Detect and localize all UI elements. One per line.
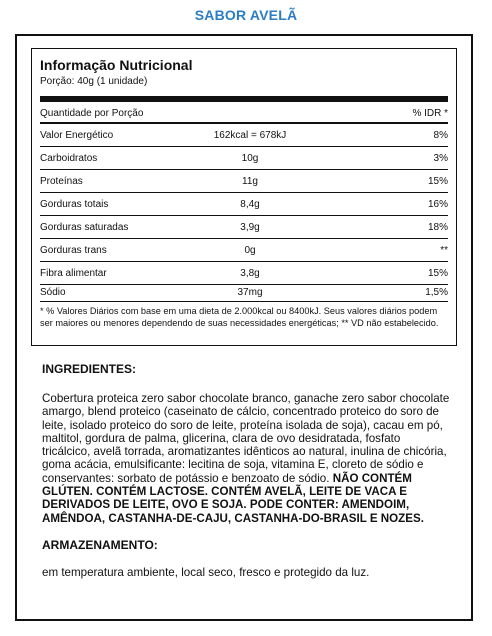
nutrient-quantity: 0g — [244, 245, 256, 256]
nutrition-facts-table — [31, 48, 457, 346]
nutrient-name: Gorduras totais — [40, 199, 109, 210]
nutrient-idr: 16% — [427, 199, 448, 210]
nutrient-idr: 1,5% — [425, 287, 448, 298]
nutrient-idr: ** — [440, 245, 448, 256]
nutrient-idr: 3% — [433, 153, 448, 164]
storage-heading: ARMAZENAMENTO: — [42, 538, 158, 552]
ingredients-list: Cobertura proteica zero sabor chocolate branco, ganache zero sabor chocolate amargo, blend proteico (caseinato de cálcio, concentrado proteico do soro de leite, isolado proteico do soro de leite, proteína isolada de soja), cacau em pó, maltitol, gordura de palma, glicerina, clara de ovo desidratada, fosfato tricálcico, avelã torrada, aromatizantes idênticos ao natural, inulina de chicória, goma acácia, emulsificante: lecitina de soja, vitamina E, cloreto de sódio e conservantes: sorbato de potássio e benzoato de sódio. — [42, 392, 450, 485]
thick-divider — [40, 96, 448, 102]
ingredients-heading: INGREDIENTES: — [42, 362, 137, 376]
nutrient-quantity: 162kcal = 678kJ — [213, 130, 287, 141]
nutrient-idr: 15% — [427, 176, 448, 187]
nutrient-quantity: 11g — [242, 176, 258, 187]
nutrient-name: Valor Energético — [40, 130, 114, 141]
nutrient-name: Sódio — [40, 287, 66, 298]
ingredients-text — [42, 392, 450, 525]
storage-text: em temperatura ambiente, local seco, fresco e protegido da luz. — [42, 566, 370, 579]
nutrient-quantity: 10g — [241, 153, 259, 164]
table-row — [40, 124, 448, 147]
nutrient-idr: 15% — [427, 268, 448, 279]
nutrient-idr: 8% — [433, 130, 448, 141]
table-row — [40, 147, 448, 170]
allergen-warning: NÃO CONTÉM GLÚTEN. CONTÉM LACTOSE. CONTÉM AVELÃ, LEITE DE VACA E DERIVADOS DE LEITE, OVO E SOJA. PODE CONTER: AMENDOIM, AMÊNDOA, CASTANHA-DE-CAJU, CASTANHA-DO-BRASIL E NOZES. — [42, 471, 424, 525]
nutrient-quantity: 37mg — [237, 287, 263, 298]
header-idr-label: % IDR * — [412, 108, 448, 119]
table-row — [40, 216, 448, 239]
table-row — [40, 170, 448, 193]
nutrient-name: Gorduras trans — [40, 245, 107, 256]
nutrition-title: Informação Nutricional — [40, 57, 193, 73]
nutrient-name: Fibra alimentar — [40, 268, 107, 279]
nutrient-name: Carboidratos — [40, 153, 98, 164]
nutrient-quantity: 3,8g — [240, 268, 260, 279]
header-quantity-label: Quantidade por Porção — [40, 108, 144, 119]
daily-values-footnote: * % Valores Diários com base em uma dieta de 2.000kcal ou 8400kJ. Seus valores diários podem ser maiores ou menores dependendo de suas necessidades energéticas; ** VD não estabelecido. — [40, 306, 439, 328]
label-panel — [15, 34, 473, 621]
nutrient-quantity: 3,9g — [240, 222, 260, 233]
flavor-title: SABOR AVELÃ — [194, 7, 298, 23]
nutrient-idr: 18% — [427, 222, 448, 233]
nutrient-name: Proteínas — [40, 176, 83, 187]
table-row — [40, 281, 448, 302]
table-header — [40, 107, 448, 123]
table-row — [40, 239, 448, 262]
nutrient-quantity: 8,4g — [240, 199, 260, 210]
table-row — [40, 193, 448, 216]
nutrient-name: Gorduras saturadas — [40, 222, 129, 233]
portion-size: Porção: 40g (1 unidade) — [40, 76, 148, 87]
